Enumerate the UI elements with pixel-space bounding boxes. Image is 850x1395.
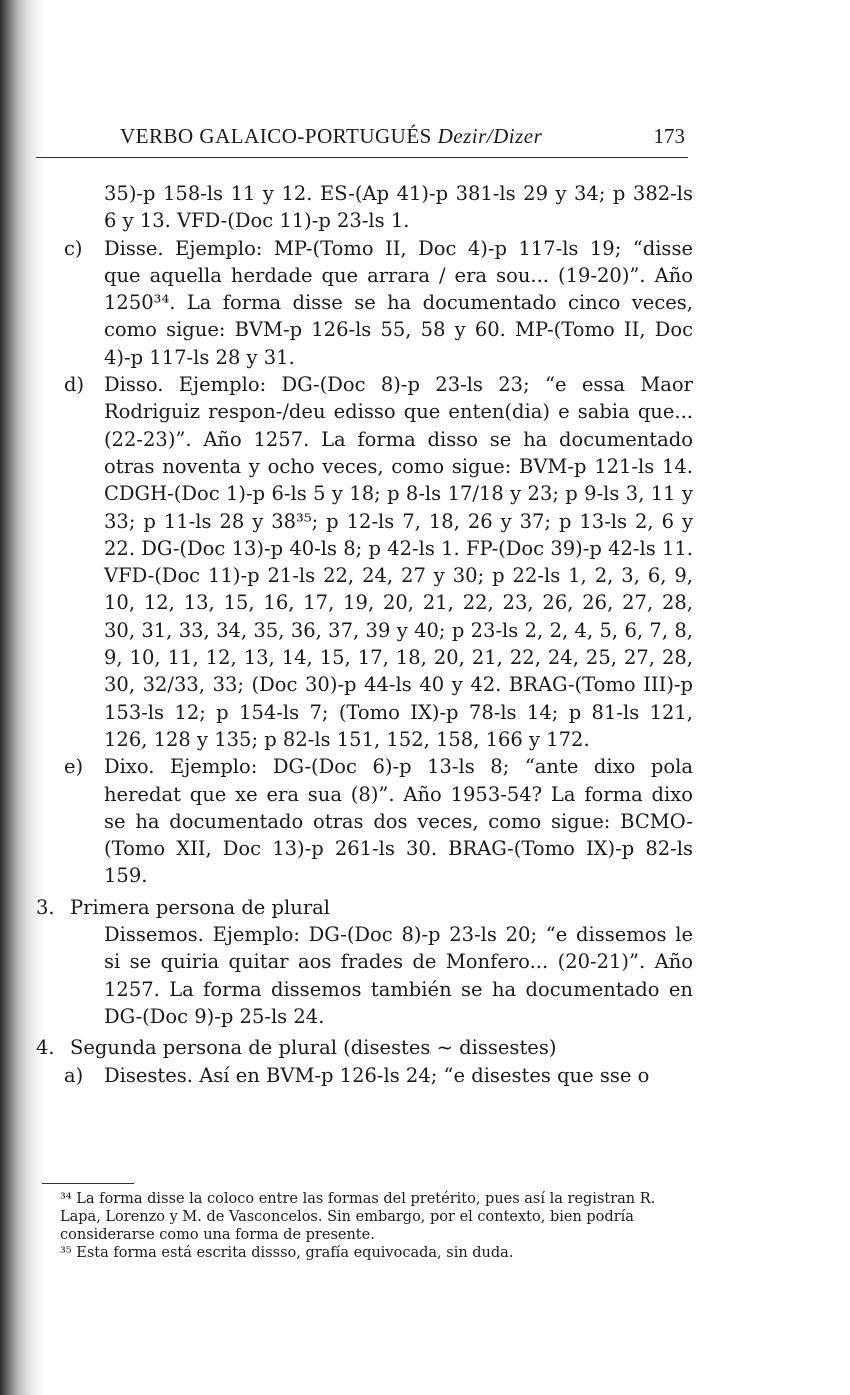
running-header bbox=[120, 120, 685, 154]
book-spine-shadow bbox=[0, 0, 44, 1395]
item-label: e) bbox=[64, 755, 84, 779]
section-heading: Segunda persona de plural (disestes ~ dissestes) bbox=[70, 1036, 557, 1060]
item-continuation bbox=[58, 180, 693, 235]
item-c bbox=[58, 235, 693, 371]
footnote-35: ³⁵ Esta forma está escrita dissso, grafía equivocada, sin duda. bbox=[60, 1245, 514, 1261]
section-text: Dissemos. Ejemplo: DG-(Doc 8)-p 23-ls 20; “e dissemos le si se quiria quitar aos frades de Monfero... (20-21)”. Año 1257. La forma dissemos también se ha documentado en DG-(Doc 9)-p 25-ls 24. bbox=[104, 923, 693, 1028]
item-text: 35)-p 158-ls 11 y 12. ES-(Ap 41)-p 381-ls 29 y 34; p 382-ls 6 y 13. VFD-(Doc 11)-p 23-ls 1. bbox=[104, 182, 693, 233]
page-number: 173 bbox=[653, 124, 685, 148]
section-number: 4. bbox=[36, 1036, 55, 1060]
footnotes bbox=[60, 1190, 700, 1262]
header-title: VERBO GALAICO-PORTUGUÉS Dezir/Dizer bbox=[120, 124, 543, 148]
item-label: d) bbox=[64, 373, 85, 397]
section-text: Disestes. Así en BVM-p 126-ls 24; “e disestes que sse o bbox=[104, 1063, 650, 1087]
item-d bbox=[58, 371, 693, 753]
section-4 bbox=[36, 1034, 693, 1061]
item-label: c) bbox=[64, 236, 83, 260]
section-heading: Primera persona de plural bbox=[70, 895, 331, 919]
section-4-item-a bbox=[58, 1062, 693, 1089]
item-text: Disse. Ejemplo: MP-(Tomo II, Doc 4)-p 117-ls 19; “disse que aquella herdade que arrara / era sou... (19-20)”. Año 1250³⁴. La forma disse se ha documentado cinco veces, como sigue: BVM-p 126-ls 55, 58 y 60. MP-(Tomo II, Doc 4)-p 117-ls 28 y 31. bbox=[104, 236, 693, 369]
item-e bbox=[58, 753, 693, 889]
section-3 bbox=[36, 894, 693, 921]
section-3-body bbox=[58, 921, 693, 1030]
item-text: Dixo. Ejemplo: DG-(Doc 6)-p 13-ls 8; “ante dixo pola heredat que xe era sua (8)”. Año 1953-54? La forma dixo se ha documentado otras dos veces, como sigue: BCMO-(Tomo XII, Doc 13)-p 261-ls 30. BRAG-(Tomo IX)-p 82-ls 159. bbox=[104, 755, 693, 888]
footnote-rule bbox=[42, 1183, 134, 1184]
header-rule bbox=[36, 157, 688, 158]
section-number: 3. bbox=[36, 895, 55, 919]
footnote-34: ³⁴ La forma disse la coloco entre las formas del pretérito, pues así la registran R. Lapa, Lorenzo y M. de Vasconcelos. Sin embargo, por el contexto, bien podría considerarse como una forma de presente. bbox=[60, 1191, 656, 1243]
item-text: Disso. Ejemplo: DG-(Doc 8)-p 23-ls 23; “e essa Maor Rodriguiz respon-/deu edisso que enten(dia) e sabia que... (22-23)”. Año 1257. La forma disso se ha documentado otras noventa y ocho veces, como sigue: BVM-p 121-ls 14. CDGH-(Doc 1)-p 6-ls 5 y 18; p 8-ls 17/18 y 23; p 9-ls 3, 11 y 33; p 11-ls 28 y 38³⁵; p 12-ls 7, 18, 26 y 37; p 13-ls 2, 6 y 22. DG-(Doc 13)-p 40-ls 8; p 42-ls 1. FP-(Doc 39)-p 42-ls 11. VFD-(Doc 11)-p 21-ls 22, 24, 27 y 30; p 22-ls 1, 2, 3, 6, 9, 10, 12, 13, 15, 16, 17, 19, 20, 21, 22, 23, 26, 26, 27, 28, 30, 31, 33, 34, 35, 36, 37, 39 y 40; p 23-ls 2, 2, 4, 5, 6, 7, 8, 9, 10, 11, 12, 13, 14, 15, 17, 18, 20, 21, 22, 24, 25, 27, 28, 30, 32/33, 33; (Doc 30)-p 44-ls 40 y 42. BRAG-(Tomo III)-p 153-ls 12; p 154-ls 7; (Tomo IX)-p 78-ls 14; p 81-ls 121, 126, 128 y 135; p 82-ls 151, 152, 158, 166 y 172. bbox=[104, 373, 693, 751]
item-label: a) bbox=[64, 1063, 84, 1087]
main-text bbox=[36, 180, 693, 1089]
